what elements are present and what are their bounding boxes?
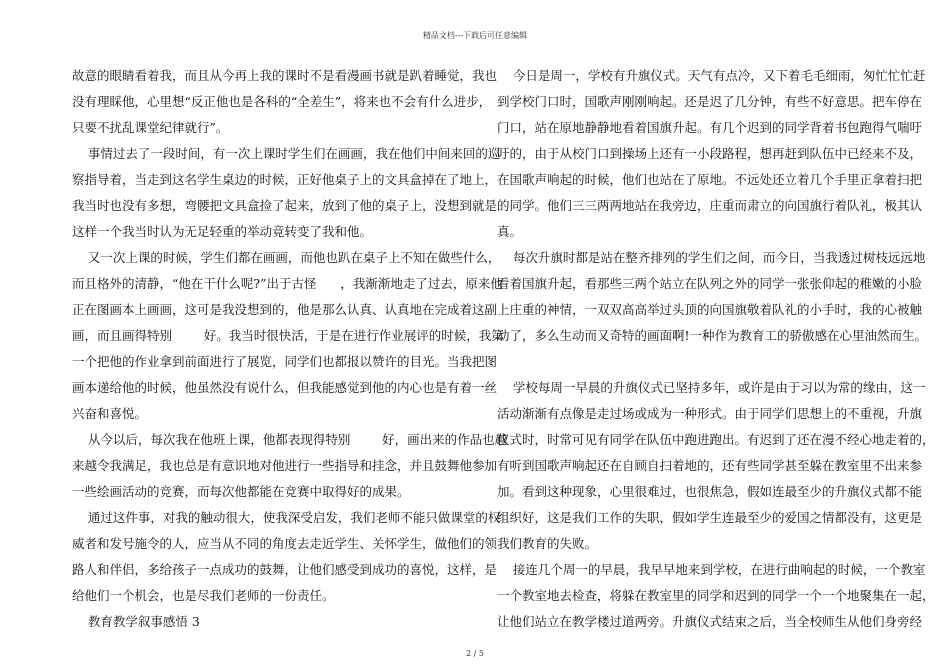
text-line: 通过这件事，对我的触动很大，使我深受启发，我们老师不能只做课堂的权: [72, 510, 501, 525]
right-column: [497, 63, 935, 635]
text-line: 接连几个周一的早晨，我早早地来到学校，在进行曲响起的时候，一个教室: [497, 562, 926, 577]
text-line: 动了，多么生动而又奇特的画面啊!一种作为教育工的骄傲感在心里油然而生。: [497, 328, 928, 343]
text-line: 今日是周一，学校有升旗仪式。天气有点冷，又下着毛毛细雨，匆忙忙忙赶: [497, 68, 926, 83]
text-line: 画本递给他的时候，他虽然没有说什么，但我能感觉到他的内心也是有着一丝: [72, 380, 498, 395]
text-line: 教育教学叙事感悟 3: [72, 614, 200, 629]
text-line: 路人和伴侣，多给孩子一点成功的鼓舞，让他们感受到成功的喜悦，这样，是: [72, 562, 498, 577]
text-line: 正在图画本上画画，这可是我没想到的，他是那么认真、认真地在完成着这副: [72, 302, 498, 317]
text-line: 一个把他的作业拿到前面进行了展览，同学们也都报以赞许的目光。当我把图: [72, 354, 498, 369]
left-column: [72, 63, 508, 635]
text-line: 组织好，这是我们工作的失职，假如学生连最至少的爱国之情都没有，这更是: [497, 510, 923, 525]
text-line: 上庄重的神情，一双双高高举过头顶的向国旗敬着队礼的小手时，我的心被触: [497, 302, 923, 317]
text-line: 威者和发号施令的人，应当从不同的角度去走近学生、关怀学生，做他们的领: [72, 536, 498, 551]
text-line: 画，而且画得特别 好。我当时很快活，于是在进行作业展评的时候，我第: [72, 328, 504, 343]
text-line: 到学校门口时，国歌声刚刚响起。还是迟了几分钟，有些不好意思。把车停在: [497, 94, 923, 109]
text-line: 事情过去了一段时间，有一次上课时学生们在画画，我在他们中间来回的巡: [72, 146, 501, 161]
text-line: 加。看到这种现象，心里很难过，也很焦急，假如连最至少的升旗仪式都不能: [497, 484, 923, 499]
text-line: 一些绘画活动的竞赛，而每次他都能在竞赛中取得好的成果。: [72, 484, 410, 499]
text-line: 只要不扰乱课堂纪律就行”。: [72, 120, 229, 135]
text-line: 有听到国歌声响起还在自顾自扫着地的，还有些同学甚至躲在教室里不出来参: [497, 458, 923, 473]
text-line: 兴奋和喜悦。: [72, 406, 148, 421]
text-line: 仪式时，时常可见有同学在队伍中跑进跑出。有迟到了还在漫不经心地走着的，: [497, 432, 935, 447]
text-line: 在国歌声响起的时候，他们也站在了原地。不远处还立着几个手里正拿着扫把: [497, 172, 923, 187]
text-line: 没有理睬他，心里想“反正他也是各科的“全差生”，将来也不会有什么进步，: [72, 94, 492, 109]
text-line: 又一次上课的时候，学生们都在画画，而他也趴在桌子上不知在做些什么，: [72, 250, 501, 265]
text-line: 我当时也没有多想，弯腰把文具盒捡了起来，放到了他的桌子上，没想到就是: [72, 198, 498, 213]
text-line: 学校每周一早晨的升旗仪式已坚持多年，或许是由于习以为常的缘由，这一: [497, 380, 926, 395]
text-line: 我们教育的失败。: [497, 536, 598, 551]
text-line: 来越令我满足，我也总是有意识地对他进行一些指导和挂念，并且鼓舞他参加: [72, 458, 498, 473]
text-line: 看着国旗升起，看那些三两个站立在队列之外的同学一张张仰起的稚嫩的小脸: [497, 276, 923, 291]
text-line: 故意的眼睛看着我，而且从今再上我的课时不是看漫画书就是趴着睡觉，我也: [72, 68, 498, 83]
text-line: 给他们一个机会，也是尽我们老师的一份责任。: [72, 588, 335, 603]
page-header: 精品文档---下载后可任意编辑: [422, 31, 528, 40]
text-line: 从今以后，每次我在他班上课，他都表现得特别 好，画出来的作品也越: [72, 432, 508, 447]
text-line: 这样一个我当时认为无足轻重的举动竟转变了我和他。: [72, 224, 373, 239]
text-line: 活动渐渐有点像是走过场或成为一种形式。由于同学们思想上的不重视，升旗: [497, 406, 923, 421]
text-line: [497, 349, 887, 375]
text-line: 每次升旗时都是站在整齐排列的学生们之间，而今日，当我透过树枝远远地: [497, 250, 926, 265]
text-line: 门口，站在原地静静地看着国旗升起。有几个迟到的同学背着书包跑得气喘吁: [497, 120, 923, 135]
text-line: 吁的，由于从校门口到操场上还有一小段路程，想再赶到队伍中已经来不及，: [497, 146, 923, 161]
text-line: 察指导着，当走到这名学生桌边的时候，正好他桌子上的文具盒掉在了地上，: [72, 172, 498, 187]
page-number: 2 / 5: [466, 649, 484, 658]
text-line: 的同学。他们三三两两地站在我旁边，庄重而肃立的向国旗行着队礼，极其认: [497, 198, 923, 213]
text-line: 而且格外的清静，“他在干什么呢?”出于古怪 ，我渐渐地走了过去，原来他: [72, 276, 503, 291]
text-line: 一个教室地去检查，将躲在教室里的同学和迟到的同学一个一个地聚集在一起，: [497, 588, 935, 603]
text-line: 真。: [497, 224, 523, 239]
text-line: 让他们站立在教学楼过道两旁。升旗仪式结束之后，当全校师生从他们身旁经: [497, 614, 923, 629]
